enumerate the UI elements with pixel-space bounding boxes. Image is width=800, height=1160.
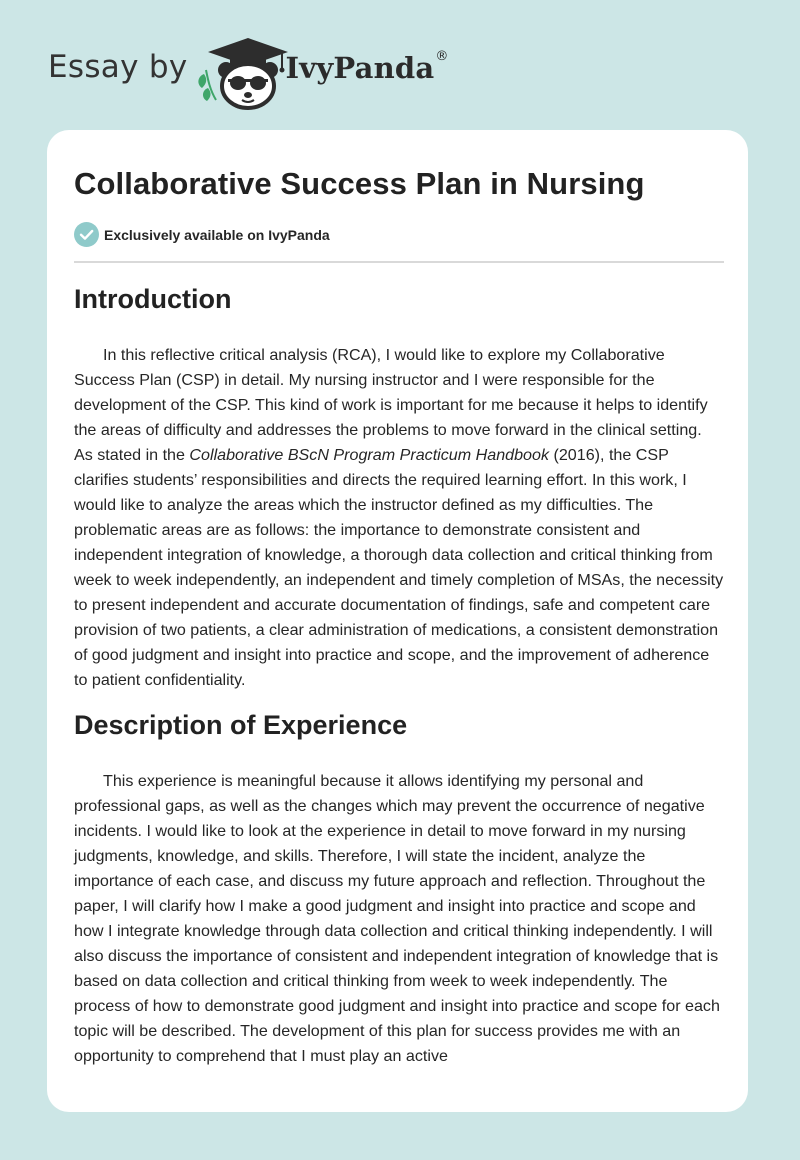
exclusive-label: Exclusively available on IvyPanda (104, 226, 330, 243)
exclusive-badge (74, 222, 330, 247)
introduction-paragraph (74, 343, 724, 693)
check-circle-icon (74, 222, 99, 247)
essay-title: Collaborative Success Plan in Nursing (74, 166, 645, 201)
essay-card (47, 130, 748, 1112)
introduction-heading: Introduction (74, 284, 232, 314)
panda-graduate-icon[interactable] (194, 30, 290, 110)
introduction-text-part2: (2016), the CSP clarifies students’ responsibilities and directs the required learning effort. In this work, I would like to analyze the areas which the instructor defined as my difficulties. The problematic areas are as follows: the importance to demonstrate consistent and independent integration of knowledge, a thorough data collection and critical thinking from week to week independently, an independent and timely completion of MSAs, the necessity to present independent and accurate documentation of findings, safe and competent care provision of two patients, a clear administration of medications, a consistent demonstration of good judgment and insight into practice and scope, and the improvement of adherence to patient confidentiality. (74, 446, 724, 689)
title-divider (74, 261, 724, 263)
introduction-text-part1: In this reflective critical analysis (RCA), I would like to explore my Collaborative Success Plan (CSP) in detail. My nursing instructor and I were responsible for the development of the CSP. This kind of work is important for me because it helps to identify the areas of difficulty and addresses the problems to move forward in the clinical setting. As stated in the (74, 346, 708, 464)
description-heading: Description of Experience (74, 710, 408, 740)
registered-mark: ® (435, 48, 449, 64)
handbook-citation: Collaborative BScN Program Practicum Handbook (189, 446, 550, 464)
description-paragraph: This experience is meaningful because it allows identifying my personal and professional gaps, as well as the changes which may prevent the occurrence of negative incidents. I would like to look at the experience in detail to move forward in my nursing judgments, knowledge, and skills. Therefore, I will state the incident, analyze the importance of each case, and discuss my future approach and reflection. Throughout the paper, I will clarify how I make a good judgment and insight into practice and scope and how I integrate knowledge through data collection and critical thinking independently. I will also discuss the importance of consistent and independent integration of knowledge that is based on data collection and critical thinking from week to week independently. The process of how to demonstrate good judgment and insight into practice and scope for each topic will be described. The development of this plan for success provides me with an opportunity to comprehend that I must play an active (74, 772, 720, 1065)
site-header (48, 30, 448, 110)
brand-name[interactable]: IvyPanda (285, 51, 435, 85)
essay-by-label: Essay by (48, 49, 188, 85)
